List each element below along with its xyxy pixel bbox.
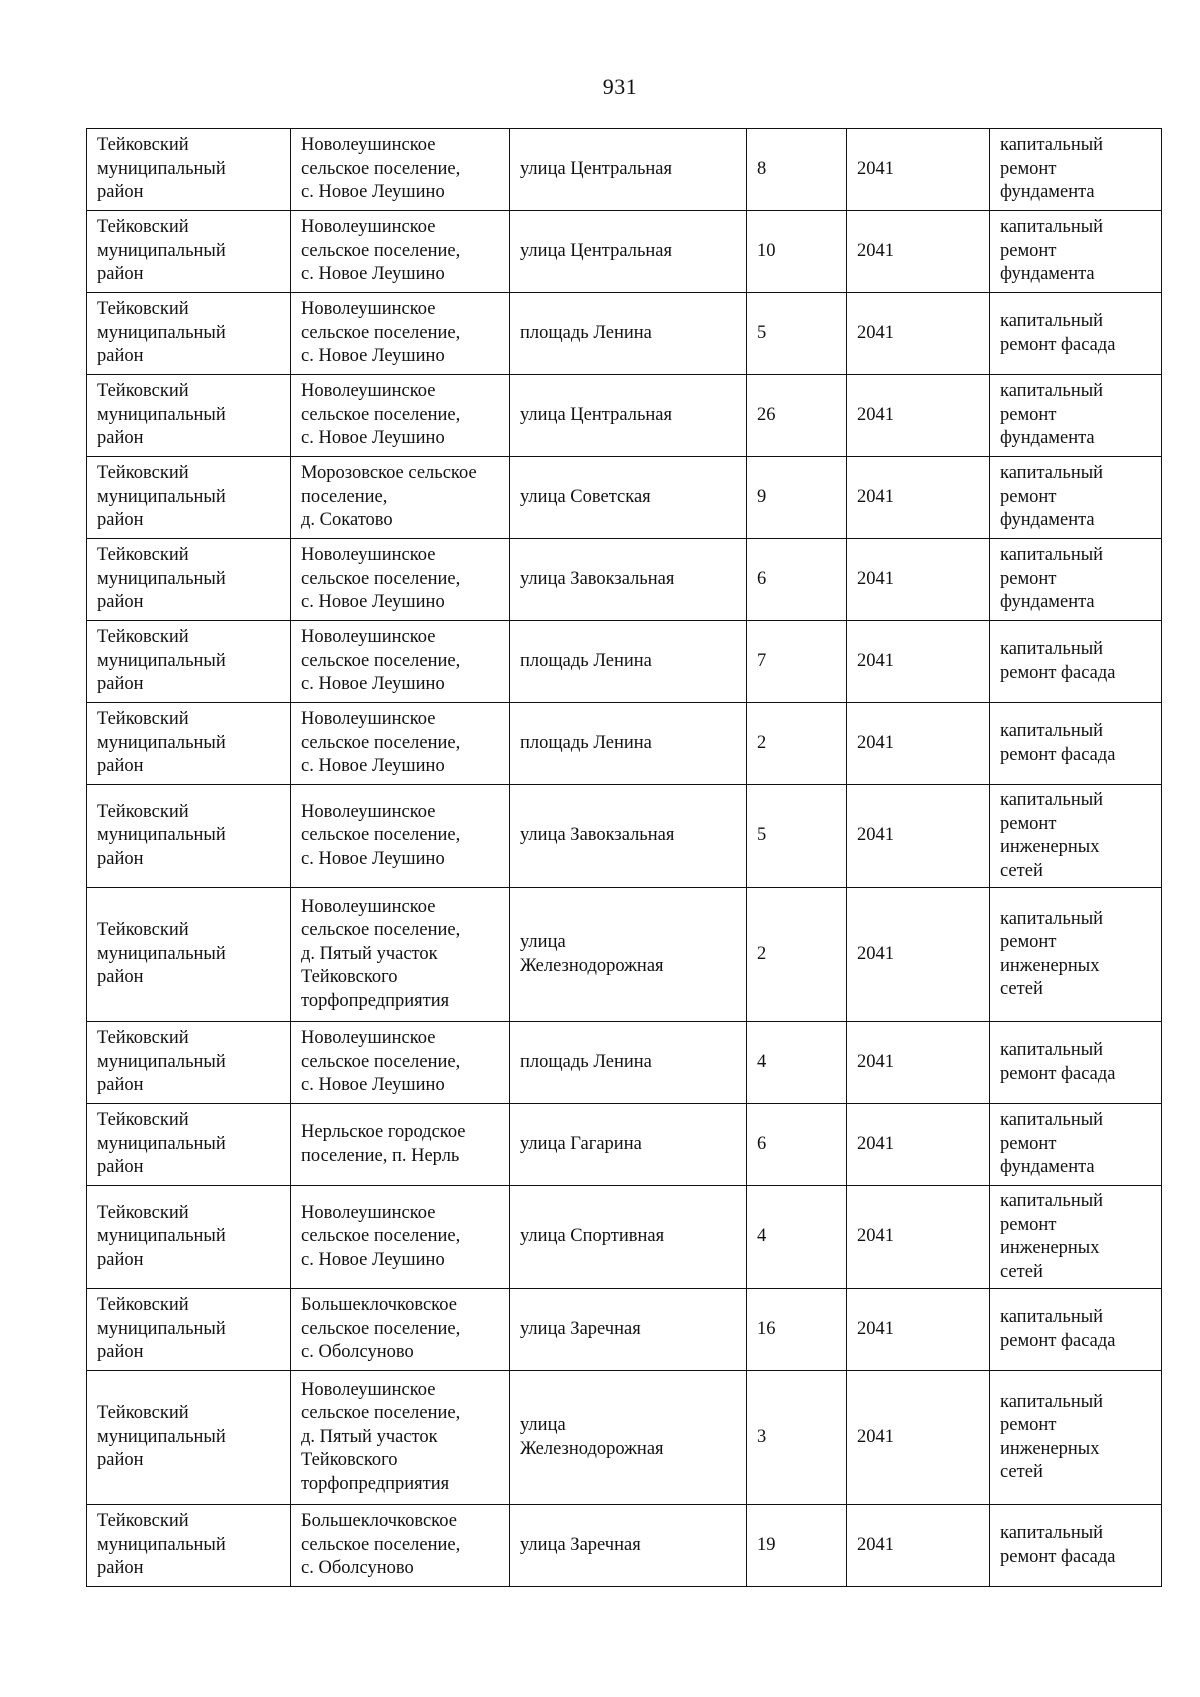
district-cell: Тейковский муниципальный район [87,293,291,375]
year-cell: 2041 [847,785,990,888]
settlement-cell: Новолеушинское сельское поселение, с. Новое Леушино [291,1186,510,1289]
house-number-cell: 10 [747,211,847,293]
work-type-cell: капитальный ремонт фундамента [990,375,1162,457]
work-type-cell: капитальный ремонт фасада [990,1289,1162,1371]
street-cell: площадь Ленина [510,293,747,375]
work-type-cell: капитальный ремонт фундамента [990,1104,1162,1186]
work-type-cell: капитальный ремонт фасада [990,1505,1162,1587]
house-number-cell: 26 [747,375,847,457]
work-type-cell: капитальный ремонт инженерных сетей [990,785,1162,888]
settlement-cell: Новолеушинское сельское поселение, с. Новое Леушино [291,129,510,211]
year-cell: 2041 [847,1505,990,1587]
table-row [87,1289,1162,1371]
district-cell: Тейковский муниципальный район [87,457,291,539]
house-number-cell: 2 [747,703,847,785]
district-cell: Тейковский муниципальный район [87,375,291,457]
year-cell: 2041 [847,703,990,785]
street-cell: площадь Ленина [510,621,747,703]
registry-table [86,128,1162,1587]
registry-table-body [87,129,1162,1587]
house-number-cell: 4 [747,1022,847,1104]
street-cell: улица Завокзальная [510,539,747,621]
table-row [87,703,1162,785]
year-cell: 2041 [847,211,990,293]
table-row [87,375,1162,457]
year-cell: 2041 [847,621,990,703]
district-cell: Тейковский муниципальный район [87,1022,291,1104]
district-cell: Тейковский муниципальный район [87,1505,291,1587]
street-cell: площадь Ленина [510,1022,747,1104]
street-cell: улица Центральная [510,211,747,293]
table-row [87,129,1162,211]
work-type-cell: капитальный ремонт фасада [990,1022,1162,1104]
work-type-cell: капитальный ремонт фундамента [990,457,1162,539]
house-number-cell: 2 [747,888,847,1022]
house-number-cell: 16 [747,1289,847,1371]
street-cell: улица Центральная [510,375,747,457]
work-type-cell: капитальный ремонт инженерных сетей [990,1186,1162,1289]
street-cell: улица Завокзальная [510,785,747,888]
settlement-cell: Нерльское городское поселение, п. Нерль [291,1104,510,1186]
street-cell: улица Гагарина [510,1104,747,1186]
settlement-cell: Большеклочковское сельское поселение, с. Оболсуново [291,1289,510,1371]
page-number: 931 [602,74,638,99]
settlement-cell: Новолеушинское сельское поселение, с. Новое Леушино [291,785,510,888]
table-row [87,1505,1162,1587]
district-cell: Тейковский муниципальный район [87,888,291,1022]
street-cell: улица Заречная [510,1505,747,1587]
settlement-cell: Новолеушинское сельское поселение, с. Новое Леушино [291,539,510,621]
house-number-cell: 7 [747,621,847,703]
table-row [87,621,1162,703]
settlement-cell: Новолеушинское сельское поселение, с. Новое Леушино [291,293,510,375]
year-cell: 2041 [847,1371,990,1505]
year-cell: 2041 [847,1104,990,1186]
district-cell: Тейковский муниципальный район [87,1289,291,1371]
settlement-cell: Новолеушинское сельское поселение, д. Пятый участок Тейковского торфопредприятия [291,1371,510,1505]
house-number-cell: 5 [747,293,847,375]
district-cell: Тейковский муниципальный район [87,621,291,703]
year-cell: 2041 [847,1289,990,1371]
district-cell: Тейковский муниципальный район [87,703,291,785]
work-type-cell: капитальный ремонт инженерных сетей [990,888,1162,1022]
year-cell: 2041 [847,1186,990,1289]
table-row [87,211,1162,293]
street-cell: улица Центральная [510,129,747,211]
house-number-cell: 6 [747,539,847,621]
year-cell: 2041 [847,888,990,1022]
house-number-cell: 19 [747,1505,847,1587]
settlement-cell: Новолеушинское сельское поселение, с. Новое Леушино [291,211,510,293]
house-number-cell: 6 [747,1104,847,1186]
table-row [87,785,1162,888]
settlement-cell: Новолеушинское сельское поселение, с. Новое Леушино [291,1022,510,1104]
year-cell: 2041 [847,375,990,457]
work-type-cell: капитальный ремонт фундамента [990,129,1162,211]
district-cell: Тейковский муниципальный район [87,785,291,888]
table-row [87,888,1162,1022]
street-cell: улица Советская [510,457,747,539]
year-cell: 2041 [847,457,990,539]
table-row [87,457,1162,539]
table-row [87,1104,1162,1186]
district-cell: Тейковский муниципальный район [87,211,291,293]
district-cell: Тейковский муниципальный район [87,129,291,211]
district-cell: Тейковский муниципальный район [87,1104,291,1186]
work-type-cell: капитальный ремонт фасада [990,703,1162,785]
street-cell: улица Железнодорожная [510,1371,747,1505]
street-cell: улица Заречная [510,1289,747,1371]
work-type-cell: капитальный ремонт инженерных сетей [990,1371,1162,1505]
settlement-cell: Новолеушинское сельское поселение, с. Новое Леушино [291,703,510,785]
work-type-cell: капитальный ремонт фасада [990,293,1162,375]
street-cell: улица Спортивная [510,1186,747,1289]
work-type-cell: капитальный ремонт фундамента [990,211,1162,293]
house-number-cell: 8 [747,129,847,211]
work-type-cell: капитальный ремонт фундамента [990,539,1162,621]
district-cell: Тейковский муниципальный район [87,1371,291,1505]
year-cell: 2041 [847,1022,990,1104]
table-row [87,539,1162,621]
year-cell: 2041 [847,293,990,375]
district-cell: Тейковский муниципальный район [87,1186,291,1289]
table-row [87,293,1162,375]
settlement-cell: Новолеушинское сельское поселение, с. Новое Леушино [291,621,510,703]
street-cell: площадь Ленина [510,703,747,785]
table-row [87,1022,1162,1104]
house-number-cell: 3 [747,1371,847,1505]
table-row [87,1371,1162,1505]
district-cell: Тейковский муниципальный район [87,539,291,621]
year-cell: 2041 [847,129,990,211]
house-number-cell: 4 [747,1186,847,1289]
house-number-cell: 5 [747,785,847,888]
street-cell: улица Железнодорожная [510,888,747,1022]
settlement-cell: Новолеушинское сельское поселение, с. Новое Леушино [291,375,510,457]
work-type-cell: капитальный ремонт фасада [990,621,1162,703]
settlement-cell: Новолеушинское сельское поселение, д. Пятый участок Тейковского торфопредприятия [291,888,510,1022]
year-cell: 2041 [847,539,990,621]
settlement-cell: Морозовское сельское поселение, д. Сокатово [291,457,510,539]
house-number-cell: 9 [747,457,847,539]
table-row [87,1186,1162,1289]
settlement-cell: Большеклочковское сельское поселение, с. Оболсуново [291,1505,510,1587]
